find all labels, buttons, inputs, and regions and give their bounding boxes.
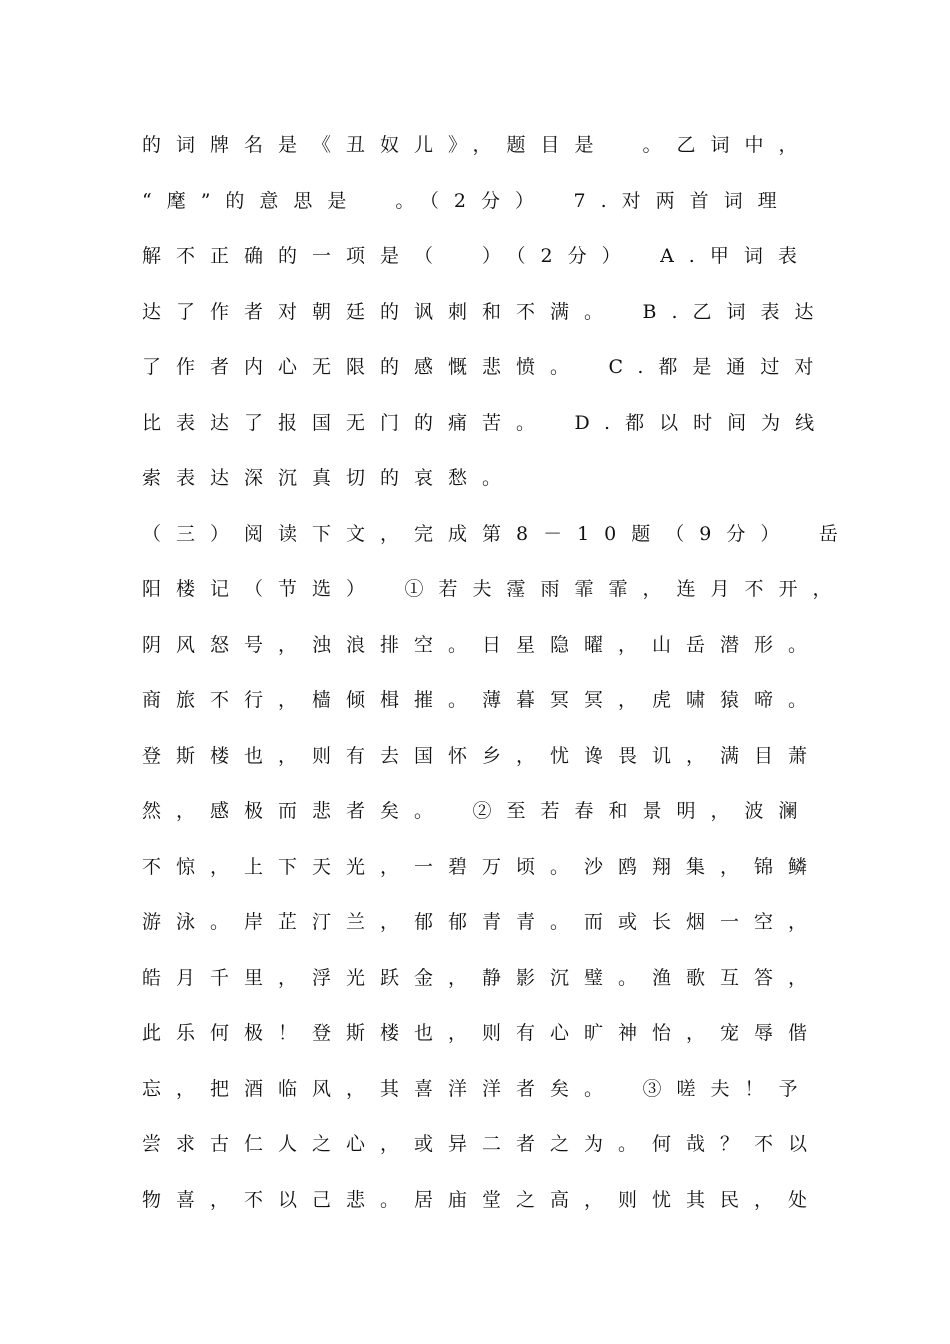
text-line: （三）阅读下文，完成第8－10题（9分） 岳 <box>142 523 853 545</box>
text-line: 皓月千里，浮光跃金，静影沉璧。渔歌互答， <box>142 967 823 989</box>
text-line: 解不正确的一项是（ ）（2分） A.甲词表 <box>142 245 812 267</box>
text-line: 比表达了报国无门的痛苦。 D.都以时间为线 <box>142 412 830 434</box>
text-line: 然，感极而悲者矣。 ②至若春和景明，波澜 <box>142 800 813 822</box>
text-line: 登斯楼也，则有去国怀乡，忧谗畏讥，满目萧 <box>142 745 823 767</box>
text-line: 此乐何极！登斯楼也，则有心旷神怡，宠辱偕 <box>142 1022 823 1044</box>
text-line: 阳楼记（节选） ①若夫霪雨霏霏，连月不开， <box>142 578 847 600</box>
text-line: “麾”的意思是 。（2分） 7.对两首词理 <box>142 190 792 212</box>
text-line: 游泳。岸芷汀兰，郁郁青青。而或长烟一空， <box>142 911 823 933</box>
text-line: 不惊，上下天光，一碧万顷。沙鸥翔集，锦鳞 <box>142 856 823 878</box>
text-line: 商旅不行，樯倾楫摧。薄暮冥冥，虎啸猿啼。 <box>142 689 823 711</box>
text-line: 达了作者对朝廷的讽刺和不满。 B.乙词表达 <box>142 301 829 323</box>
text-line: 阴风怒号，浊浪排空。日星隐曜，山岳潜形。 <box>142 634 823 656</box>
text-line: 尝求古仁人之心，或异二者之为。何哉？不以 <box>142 1133 823 1155</box>
text-line: 了作者内心无限的感慨悲愤。 C.都是通过对 <box>142 356 829 378</box>
text-line: 索表达深沉真切的哀愁。 <box>142 467 517 489</box>
text-line: 忘，把酒临风，其喜洋洋者矣。 ③嗟夫！予 <box>142 1078 813 1100</box>
text-line: 物喜，不以己悲。居庙堂之高，则忧其民，处 <box>142 1189 823 1211</box>
text-line: 的词牌名是《丑奴儿》，题目是 。乙词中， <box>142 134 813 156</box>
